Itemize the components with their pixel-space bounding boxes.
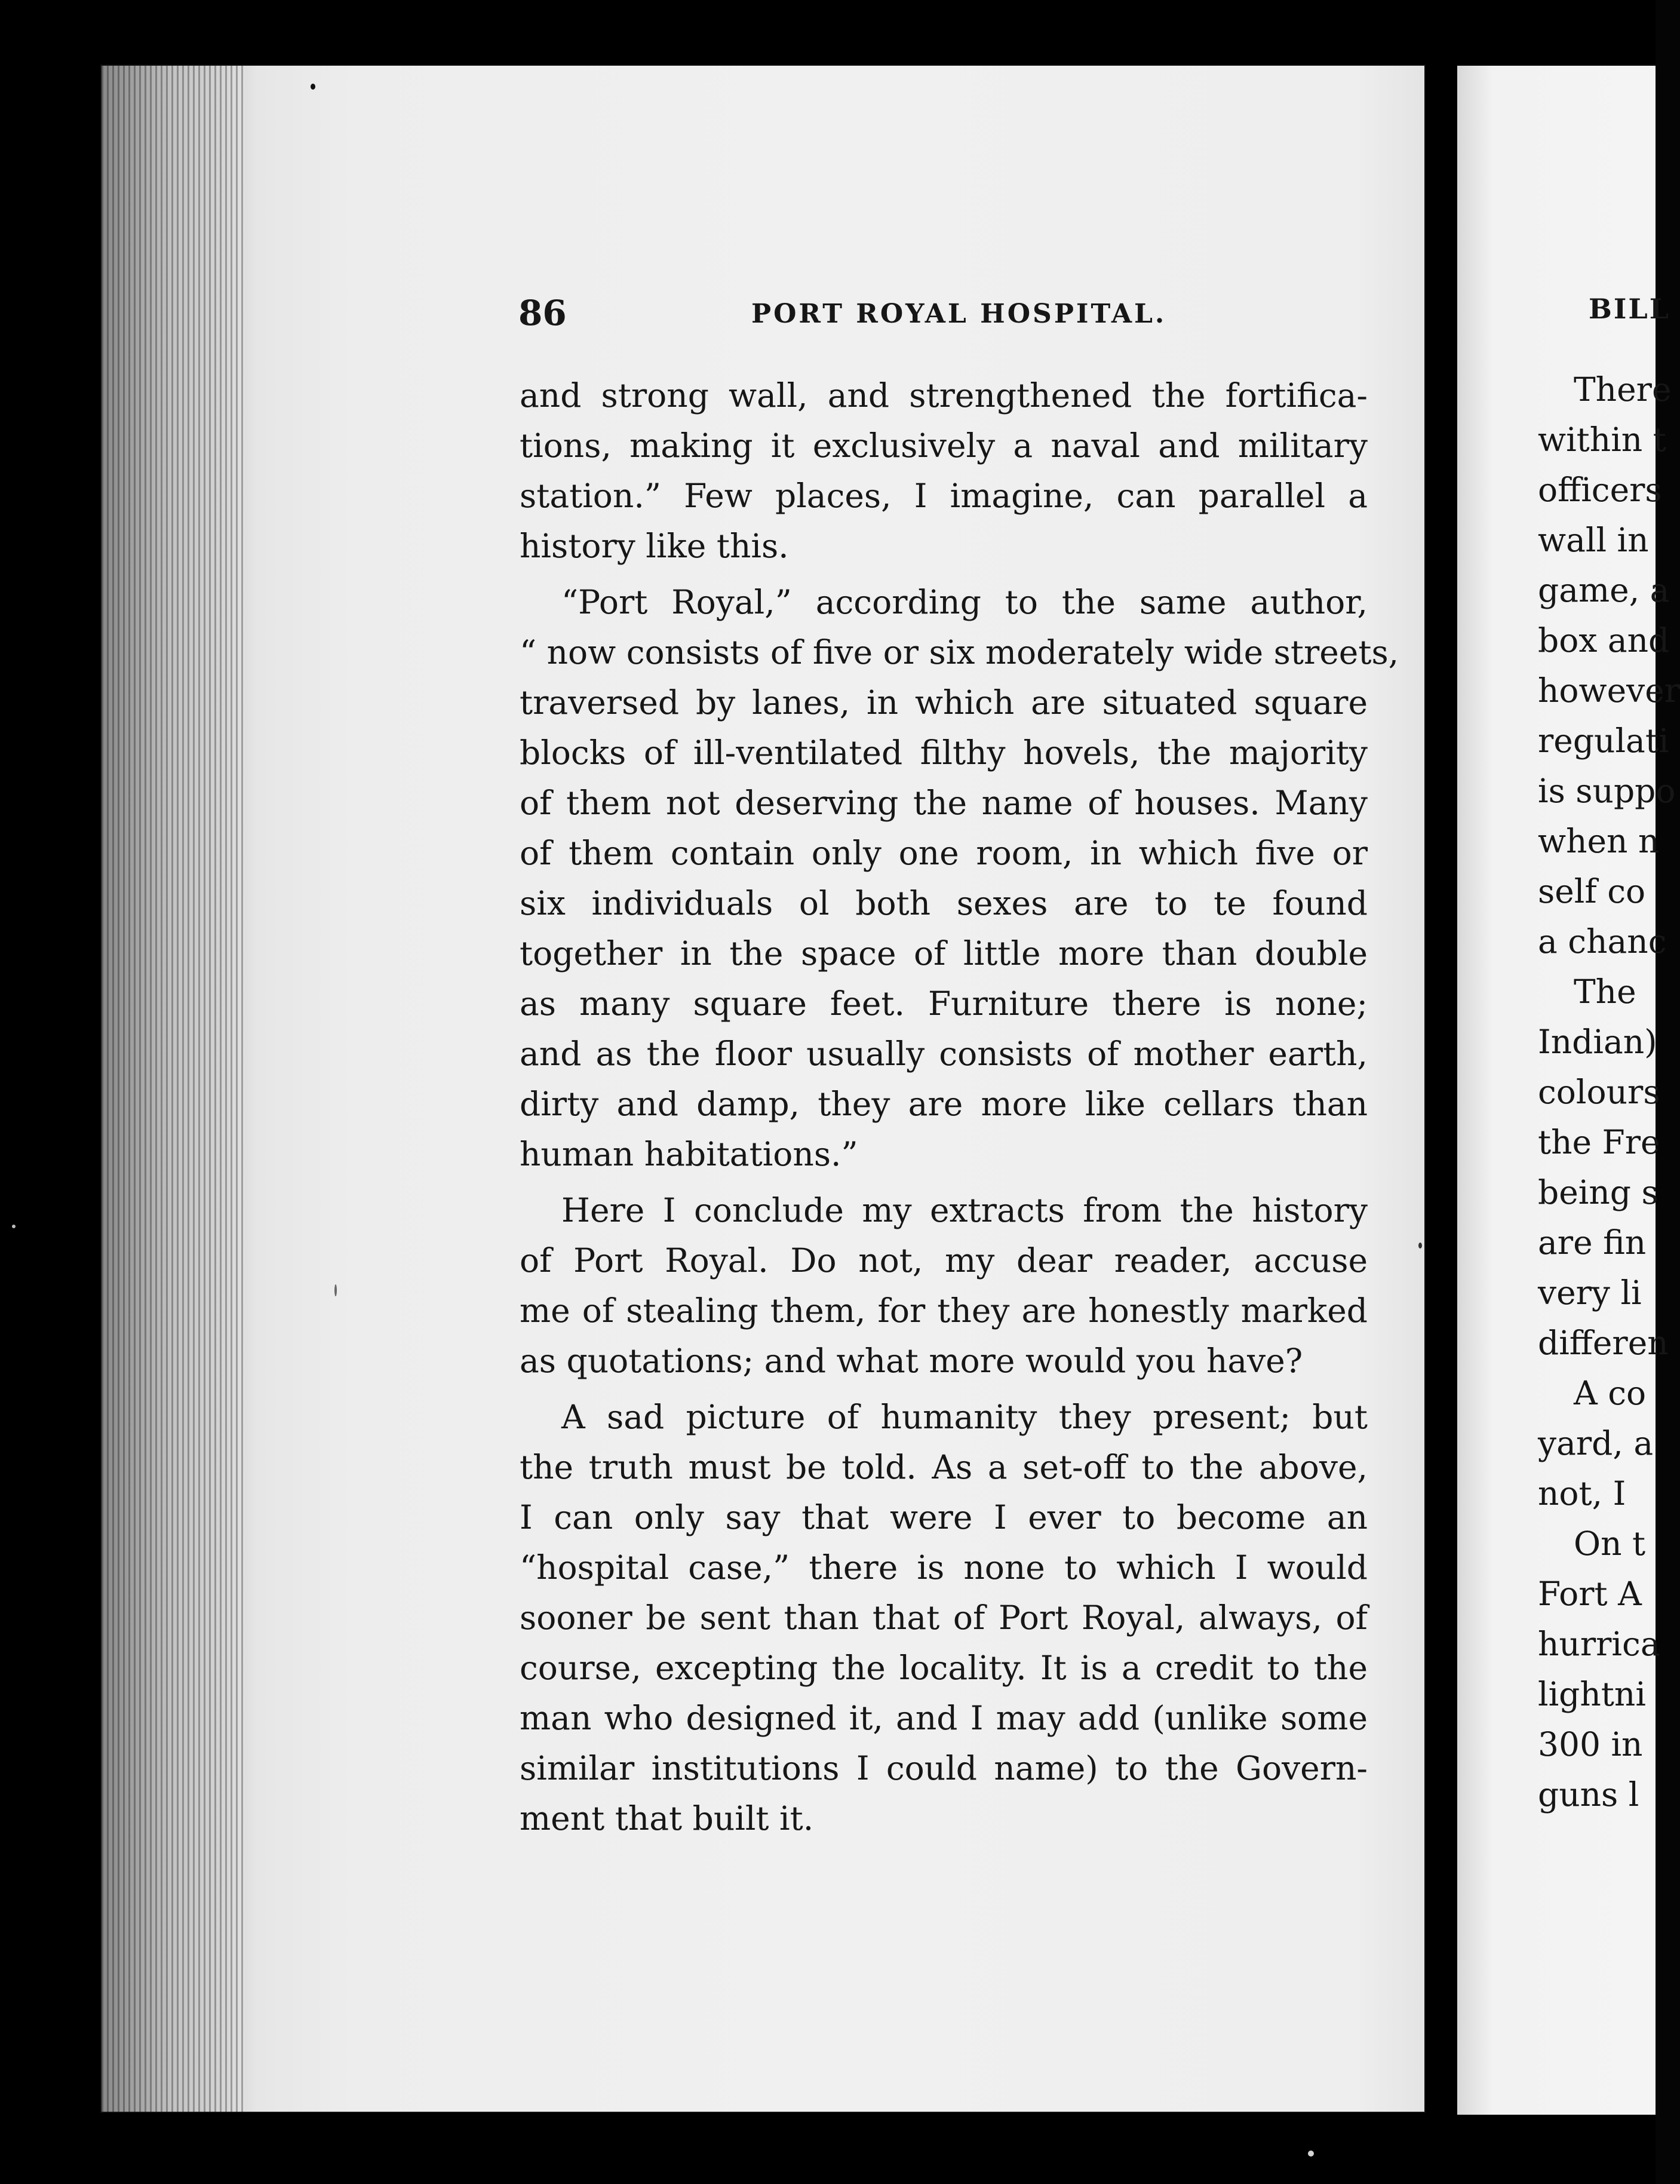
text-line: not, I — [1538, 1474, 1626, 1513]
text-line: six individuals ol both sexes are to te found — [520, 884, 1368, 922]
text-line: ment that built it. — [520, 1799, 814, 1838]
page-number: 86 — [518, 293, 567, 333]
text-line: game, a — [1538, 571, 1670, 609]
text-line: Fort A — [1538, 1575, 1642, 1613]
scan-speck — [1418, 1243, 1422, 1249]
body-text — [520, 370, 1399, 1843]
text-line: when n — [1538, 822, 1660, 860]
page-title: PORT ROYAL HOSPITAL. — [751, 299, 1167, 329]
scan-speck — [334, 1284, 337, 1296]
text-line: station.” Few places, I imagine, can parallel a — [520, 477, 1368, 515]
text-line: history like this. — [520, 527, 789, 565]
text-line: “Port Royal,” according to the same author, — [561, 583, 1368, 621]
text-line: On t — [1574, 1524, 1646, 1563]
text-line: similar institutions I could name) to the Govern- — [520, 1749, 1368, 1787]
text-line: human habitations.” — [520, 1135, 858, 1173]
text-line: and strong wall, and strengthened the fortifica- — [520, 376, 1368, 415]
text-line: man who designed it, and I may add (unlike some — [520, 1699, 1368, 1737]
text-line: me of stealing them, for they are honestly marked — [520, 1292, 1368, 1330]
text-line: “ now consists of five or six moderately wide streets, — [520, 633, 1399, 671]
text-line: of them contain only one room, in which five or — [520, 834, 1368, 872]
text-line: guns l — [1538, 1775, 1639, 1814]
text-line: officers — [1538, 471, 1662, 509]
text-line: Here I conclude my extracts from the history — [561, 1191, 1368, 1229]
text-line: box and — [1538, 621, 1670, 660]
running-head — [518, 293, 1378, 341]
text-line: yard, a — [1538, 1424, 1654, 1462]
scan-speck — [311, 84, 315, 90]
text-line: course, excepting the locality. It is a credit to the — [520, 1649, 1368, 1687]
text-line: together in the space of little more than double — [520, 934, 1368, 973]
text-line: the truth must be told. As a set-off to the above, — [520, 1448, 1368, 1486]
text-line: A sad picture of humanity they present; but — [561, 1398, 1368, 1436]
text-line: as many square feet. Furniture there is none; — [520, 984, 1368, 1023]
right-running-head: BILL — [1589, 293, 1671, 325]
text-line: sooner be sent than that of Port Royal, always, of — [520, 1599, 1368, 1637]
text-line: Indian) — [1538, 1023, 1657, 1061]
text-line: being s — [1538, 1173, 1658, 1211]
page-edge-shading — [102, 66, 245, 2112]
text-line: self co — [1538, 872, 1646, 910]
text-line: differen — [1538, 1324, 1669, 1362]
text-line: dirty and damp, they are more like cellars than — [520, 1085, 1368, 1123]
text-line: hurrica — [1538, 1625, 1660, 1663]
text-line: I can only say that were I ever to become an — [520, 1498, 1368, 1536]
text-line: regulati — [1538, 722, 1669, 760]
text-line: are fin — [1538, 1223, 1647, 1262]
text-line: lightni — [1538, 1675, 1646, 1713]
text-line: a chanc — [1538, 922, 1667, 961]
text-line: and as the floor usually consists of mother earth, — [520, 1035, 1368, 1073]
scan-speck — [1308, 2151, 1314, 2157]
text-line: of them not deserving the name of houses. Many — [520, 784, 1368, 822]
text-line: wall in — [1538, 521, 1649, 559]
text-line: colours — [1538, 1073, 1660, 1111]
text-line: very li — [1538, 1274, 1642, 1312]
text-line: of Port Royal. Do not, my dear reader, accuse — [520, 1241, 1368, 1280]
right-body-text — [1538, 364, 1680, 1820]
text-line: as quotations; and what more would you have? — [520, 1342, 1303, 1380]
text-line: blocks of ill-ventilated filthy hovels, the majority — [520, 734, 1368, 772]
text-line: The — [1574, 973, 1636, 1011]
text-line: the Fre — [1538, 1123, 1660, 1161]
scan-speck — [12, 1225, 16, 1228]
text-line: A co — [1574, 1374, 1647, 1412]
text-line: tions, making it exclusively a naval and military — [520, 427, 1368, 465]
text-line: however — [1538, 671, 1680, 710]
text-line: within t — [1538, 421, 1666, 459]
text-line: 300 in — [1538, 1725, 1643, 1763]
text-line: “hospital case,” there is none to which I would — [520, 1548, 1368, 1587]
text-line: traversed by lanes, in which are situated square — [520, 683, 1368, 722]
text-line: is suppo — [1538, 772, 1676, 810]
text-line: There — [1574, 370, 1672, 409]
